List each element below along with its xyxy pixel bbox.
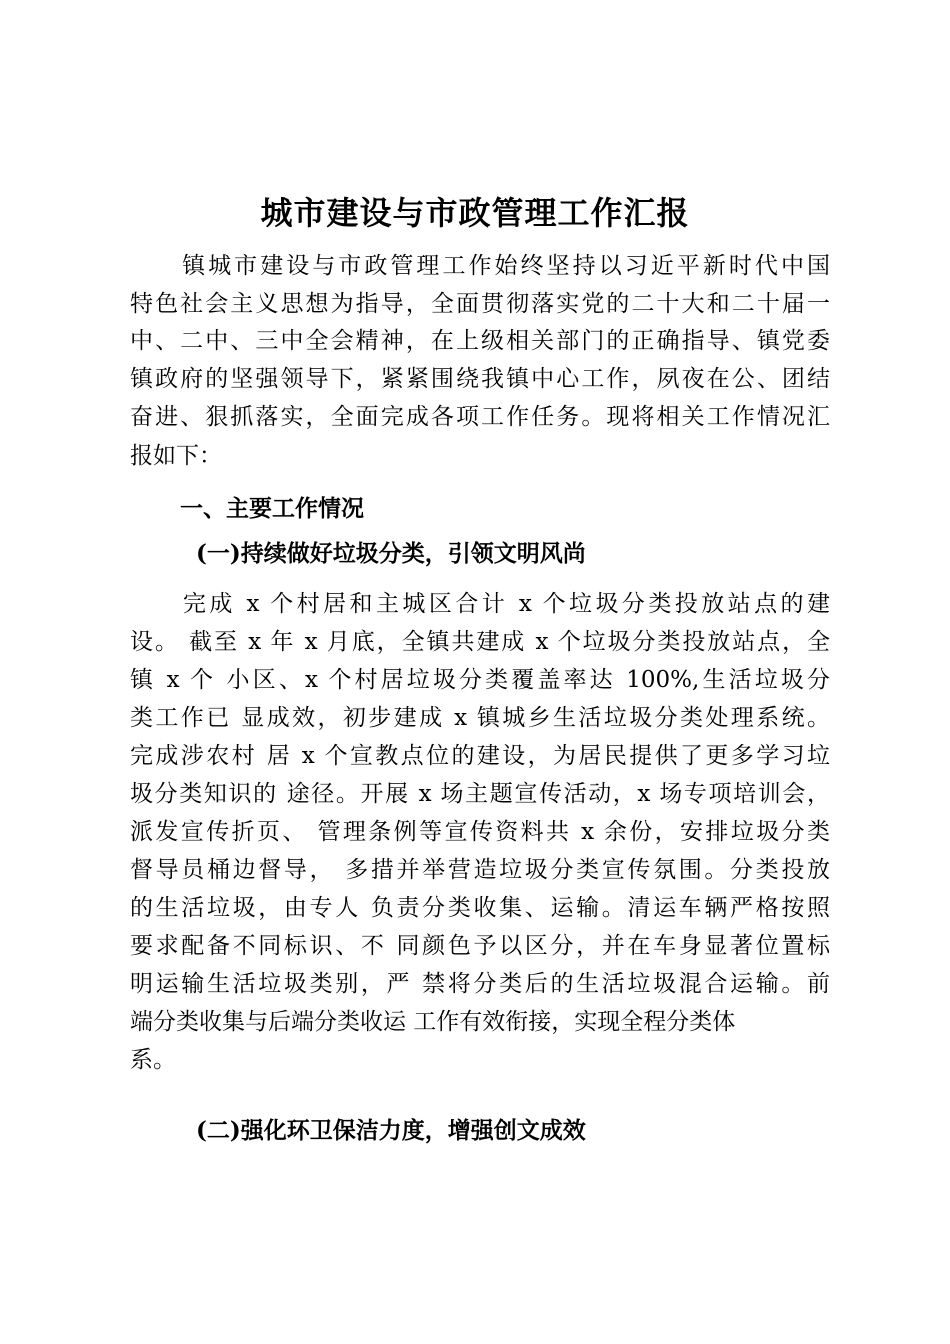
subsection-heading-sanitation: (二)强化环卫保洁力度，增强创文成效 [196,1117,586,1144]
intro-line-5: 奋进、狠抓落实，全面完成各项工作任务。现将相关工作情况汇 [130,404,830,430]
intro-line-6: 报如下： [130,443,222,469]
body-line-10: 要求配备不同标识、不 同颜色予以区分，并在车身显著位置标 [130,933,830,959]
body-line-11: 明运输生活垃圾类别，严 禁将分类后的生活垃圾混合运输。前 [130,971,830,997]
document-title: 城市建设与市政管理工作汇报 [260,194,690,232]
body-line-6: 圾分类知识的 途径。开展 x 场主题宣传活动，x 场专项培训会， [130,781,830,807]
body-line-4: 类工作已 显成效，初步建成 x 镇城乡生活垃圾分类处理系统。 [130,705,830,731]
subsection-heading-garbage-sorting: (一)持续做好垃圾分类，引领文明风尚 [196,540,586,567]
body-line-9: 的生活垃圾，由专人 负责分类收集、运输。清运车辆严格按照 [130,895,830,921]
body-line-13: 系。 [130,1047,176,1073]
intro-line-3: 中、二中、三中全会精神，在上级相关部门的正确指导、镇党委 [130,328,830,354]
body-line-2: 设。 截至 x 年 x 月底，全镇共建成 x 个垃圾分类投放站点，全 [130,629,830,655]
body-line-1: 完成 x 个村居和主城区合计 x 个垃圾分类投放站点的建 [130,591,830,617]
intro-line-2: 特色社会主义思想为指导，全面贯彻落实党的二十大和二十届一 [130,291,830,317]
section-heading-main-work: 一、主要工作情况 [180,496,364,522]
body-line-3: 镇 x 个 小区、x 个村居垃圾分类覆盖率达 100%,生活垃圾分 [130,667,830,693]
body-line-7: 派发宣传折页、 管理条例等宣传资料共 x 余份，安排垃圾分类 [130,819,830,845]
intro-line-1: 镇城市建设与市政管理工作始终坚持以习近平新时代中国 [130,253,830,279]
body-line-5: 完成涉农村 居 x 个宣教点位的建设，为居民提供了更多学习垃 [130,743,830,769]
body-line-8: 督导员桶边督导， 多措并举营造垃圾分类宣传氛围。分类投放 [130,857,830,883]
intro-line-4: 镇政府的坚强领导下，紧紧围绕我镇中心工作，夙夜在公、团结 [130,366,830,392]
body-line-12: 端分类收集与后端分类收运 工作有效衔接，实现全程分类体 [130,1009,736,1035]
